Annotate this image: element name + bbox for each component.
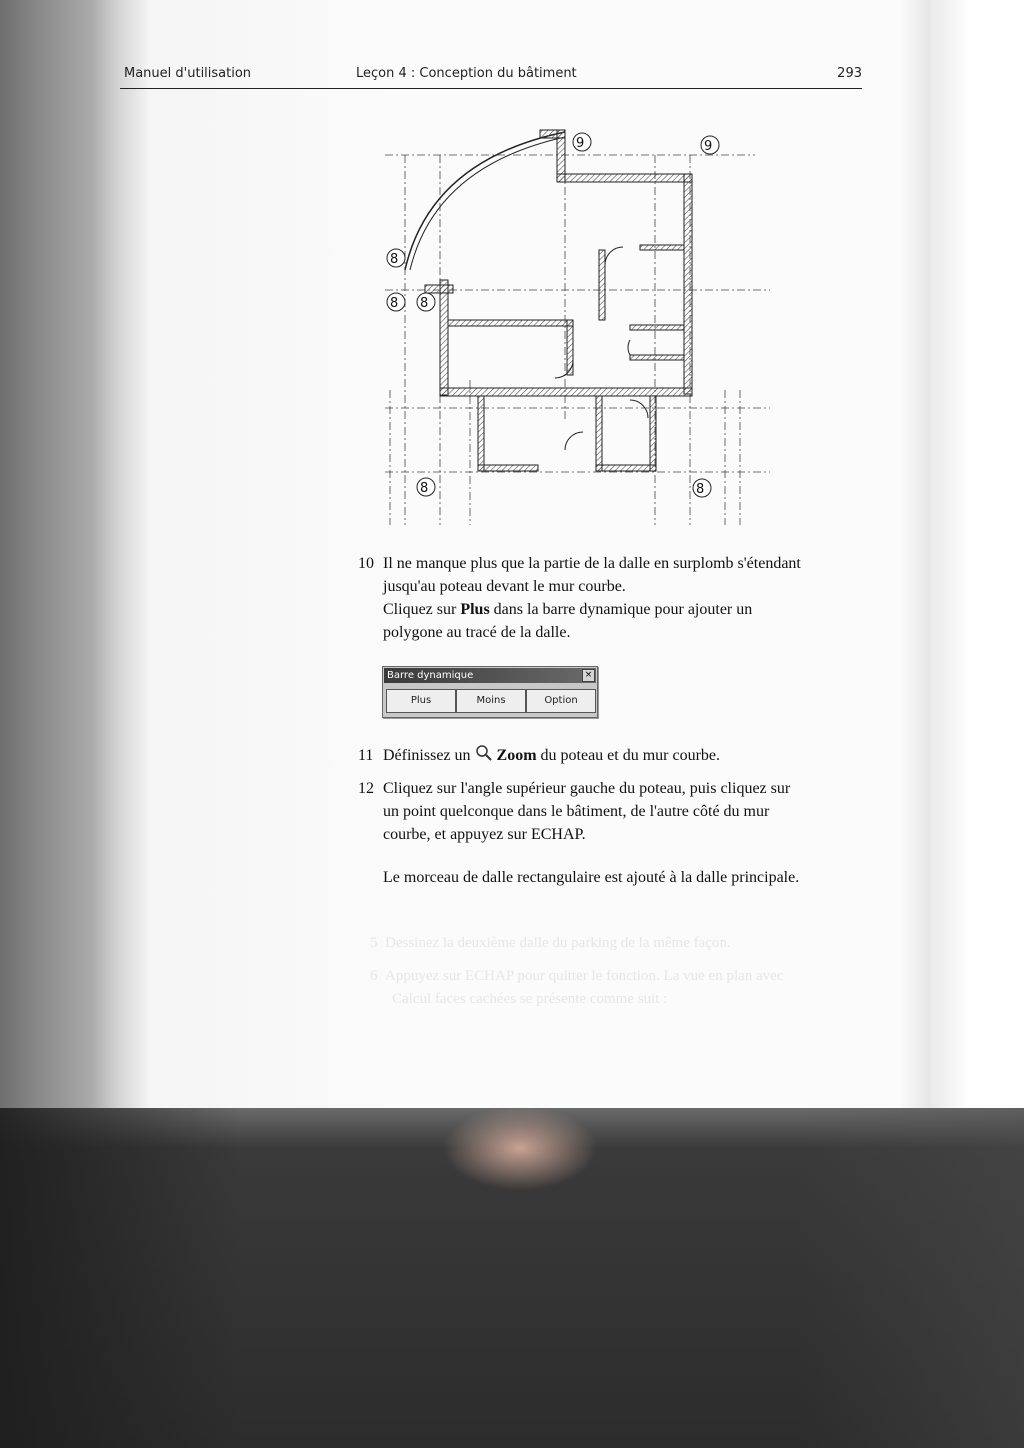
text-run: Définissez un bbox=[383, 747, 475, 764]
grid-label: 9 bbox=[576, 136, 585, 151]
background-below-page bbox=[0, 1108, 1024, 1448]
text-run: du poteau et du mur courbe. bbox=[536, 747, 721, 764]
step-number: 10 bbox=[358, 555, 374, 572]
step-line: un point quelconque dans le bâtiment, de l'autre côté du mur bbox=[383, 803, 770, 820]
step-line: courbe, et appuyez sur ECHAP. bbox=[383, 826, 586, 843]
plus-button[interactable]: Plus bbox=[386, 689, 456, 713]
dynamic-bar-window bbox=[382, 666, 598, 718]
step-line: jusqu'au poteau devant le mur courbe. bbox=[383, 578, 626, 595]
step-line: polygone au tracé de la dalle. bbox=[383, 624, 571, 641]
bold-term: Plus bbox=[460, 601, 490, 618]
step-text bbox=[383, 777, 863, 846]
step-line: Cliquez sur l'angle supérieur gauche du poteau, puis cliquez sur bbox=[383, 780, 791, 797]
minus-button[interactable]: Moins bbox=[456, 689, 526, 713]
grid-label: 8 bbox=[696, 482, 705, 497]
step-text bbox=[383, 552, 863, 644]
chapter-title: Leçon 4 : Conception du bâtiment bbox=[356, 66, 577, 81]
bleed-through: 5 Dessinez la deuxième dalle du parking de la même façon. bbox=[370, 935, 731, 951]
grid-label: 9 bbox=[704, 139, 713, 154]
grid-markers bbox=[387, 133, 719, 497]
text-run: dans la barre dynamique pour ajouter un bbox=[489, 601, 753, 618]
option-button[interactable]: Option bbox=[526, 689, 596, 713]
dynamic-bar-title: Barre dynamique bbox=[384, 668, 596, 683]
step-number: 11 bbox=[358, 747, 374, 764]
manual-title: Manuel d'utilisation bbox=[124, 66, 252, 81]
bold-term: Zoom bbox=[496, 747, 537, 764]
bleed-through: Calcul faces cachées se présente comme suit : bbox=[392, 991, 668, 1007]
grid-label: 8 bbox=[420, 481, 429, 496]
step-text bbox=[383, 744, 863, 767]
grid-label: 8 bbox=[420, 296, 429, 311]
step-line bbox=[383, 598, 863, 621]
curved-wall bbox=[405, 132, 565, 270]
page-number: 293 bbox=[837, 66, 862, 81]
step-line: Il ne manque plus que la partie de la dalle en surplomb s'étendant bbox=[383, 555, 801, 572]
grid-label: 8 bbox=[390, 252, 399, 267]
zoom-icon bbox=[475, 744, 493, 762]
page-edge bbox=[930, 0, 1024, 1108]
text-run: Cliquez sur bbox=[383, 601, 461, 618]
grid-label: 8 bbox=[390, 296, 399, 311]
bleed-through: 6 Appuyez sur ECHAP pour quitter le fonction. La vue en plan avec bbox=[370, 968, 784, 984]
floor-plan-figure bbox=[360, 120, 790, 530]
running-header bbox=[120, 66, 862, 89]
close-icon[interactable]: × bbox=[582, 669, 595, 682]
result-text: Le morceau de dalle rectangulaire est ajouté à la dalle principale. bbox=[383, 869, 800, 886]
step-number: 12 bbox=[358, 780, 374, 797]
